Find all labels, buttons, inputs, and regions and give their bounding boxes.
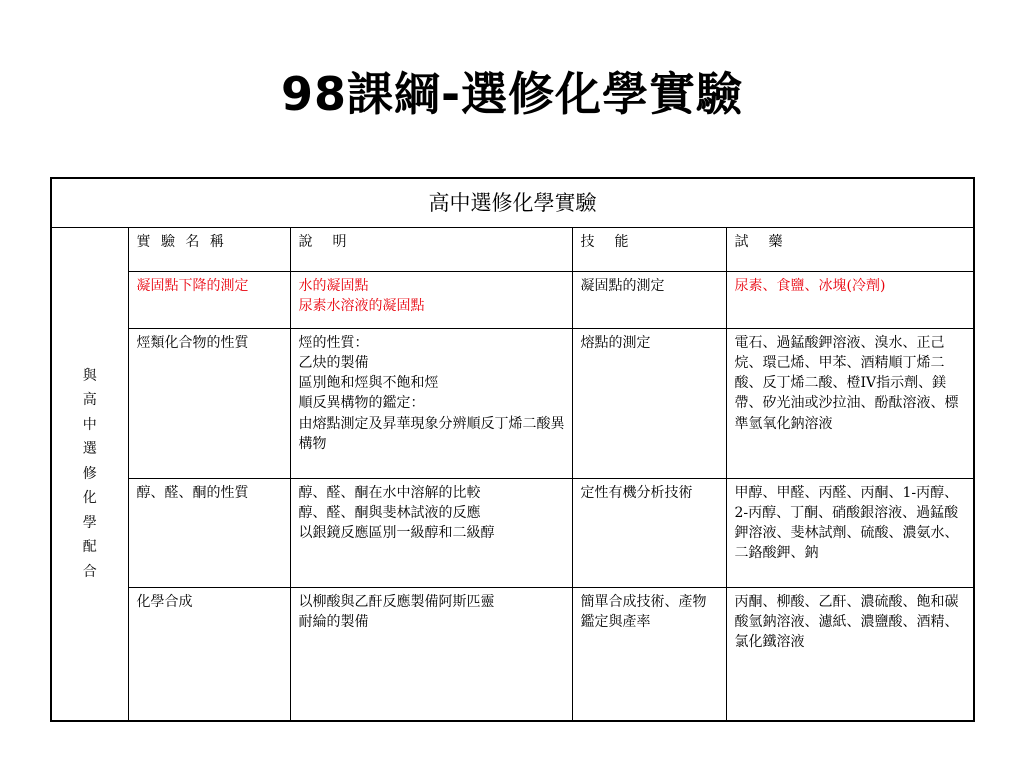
table-row bbox=[51, 478, 974, 587]
row-desc bbox=[290, 271, 572, 328]
row-reagent: 甲醇、甲醛、丙醛、丙酮、1-丙醇、2-丙醇、丁酮、硝酸銀溶液、過錳酸鉀溶液、斐林試劑、硫酸、濃氨水、二鉻酸鉀、鈉 bbox=[726, 478, 974, 587]
row-name: 醇、醛、酮的性質 bbox=[128, 478, 290, 587]
desc-line: 以銀鏡反應區別一級醇和二級醇 bbox=[298, 525, 495, 542]
row-reagent: 尿素、食鹽、冰塊(冷劑) bbox=[726, 271, 974, 328]
desc-line: 乙炔的製備 bbox=[298, 354, 369, 371]
row-desc bbox=[290, 478, 572, 587]
side-label-char: 合 bbox=[82, 563, 97, 580]
table-caption: 高中選修化學實驗 bbox=[51, 178, 974, 227]
header-name: 實 驗 名 稱 bbox=[128, 227, 290, 271]
table-row bbox=[51, 587, 974, 721]
row-reagent: 丙酮、柳酸、乙酐、濃硫酸、飽和碳酸氫鈉溶液、濾紙、濃鹽酸、酒精、氯化鐵溶液 bbox=[726, 587, 974, 721]
desc-line: 以柳酸與乙酐反應製備阿斯匹靈 bbox=[298, 593, 495, 610]
header-reagent: 試 藥 bbox=[726, 227, 974, 271]
side-label-char: 選 bbox=[82, 441, 97, 457]
header-desc: 說 明 bbox=[290, 227, 572, 271]
row-skill: 定性有機分析技術 bbox=[572, 478, 726, 587]
table-row bbox=[51, 271, 974, 328]
desc-line: 尿素水溶液的凝固點 bbox=[298, 297, 425, 314]
desc-line: 順反異構物的鑑定： bbox=[298, 395, 425, 412]
desc-line: 區別飽和烴與不飽和烴 bbox=[298, 375, 439, 392]
side-label-char: 中 bbox=[82, 416, 97, 433]
desc-line: 醇、醛、酮在水中溶解的比較 bbox=[298, 484, 481, 501]
row-desc bbox=[290, 587, 572, 721]
slide-title: 98課綱-選修化學實驗 bbox=[280, 67, 744, 121]
row-skill: 凝固點的測定 bbox=[572, 271, 726, 328]
row-skill: 簡單合成技術、產物鑑定與產率 bbox=[572, 587, 726, 721]
row-name: 凝固點下降的測定 bbox=[128, 271, 290, 328]
side-label-char: 修 bbox=[82, 465, 97, 482]
row-reagent: 電石、過錳酸鉀溶液、溴水、正己烷、環己烯、甲苯、酒精順丁烯二酸、反丁烯二酸、橙IV指示劑、鎂帶、矽光油或沙拉油、酚酞溶液、標準氫氧化鈉溶液 bbox=[726, 328, 974, 478]
desc-line: 水的凝固點 bbox=[298, 277, 369, 294]
row-desc bbox=[290, 328, 572, 478]
row-name: 烴類化合物的性質 bbox=[128, 328, 290, 478]
side-label-char: 化 bbox=[82, 490, 97, 506]
side-label-char: 學 bbox=[82, 514, 97, 531]
side-label bbox=[51, 227, 128, 721]
desc-line: 醇、醛、酮與斐林試液的反應 bbox=[298, 504, 481, 521]
row-name: 化學合成 bbox=[128, 587, 290, 721]
table-row bbox=[51, 328, 974, 478]
desc-line: 烴的性質： bbox=[298, 334, 369, 351]
header-skill: 技 能 bbox=[572, 227, 726, 271]
desc-line: 耐綸的製備 bbox=[298, 613, 369, 630]
desc-line: 由熔點測定及昇華現象分辨順反丁烯二酸異構物 bbox=[298, 415, 565, 452]
side-label-char: 與 bbox=[82, 367, 97, 384]
side-label-char: 高 bbox=[82, 392, 97, 408]
row-skill: 熔點的測定 bbox=[572, 328, 726, 478]
experiment-table bbox=[50, 177, 975, 722]
side-label-char: 配 bbox=[82, 539, 97, 555]
